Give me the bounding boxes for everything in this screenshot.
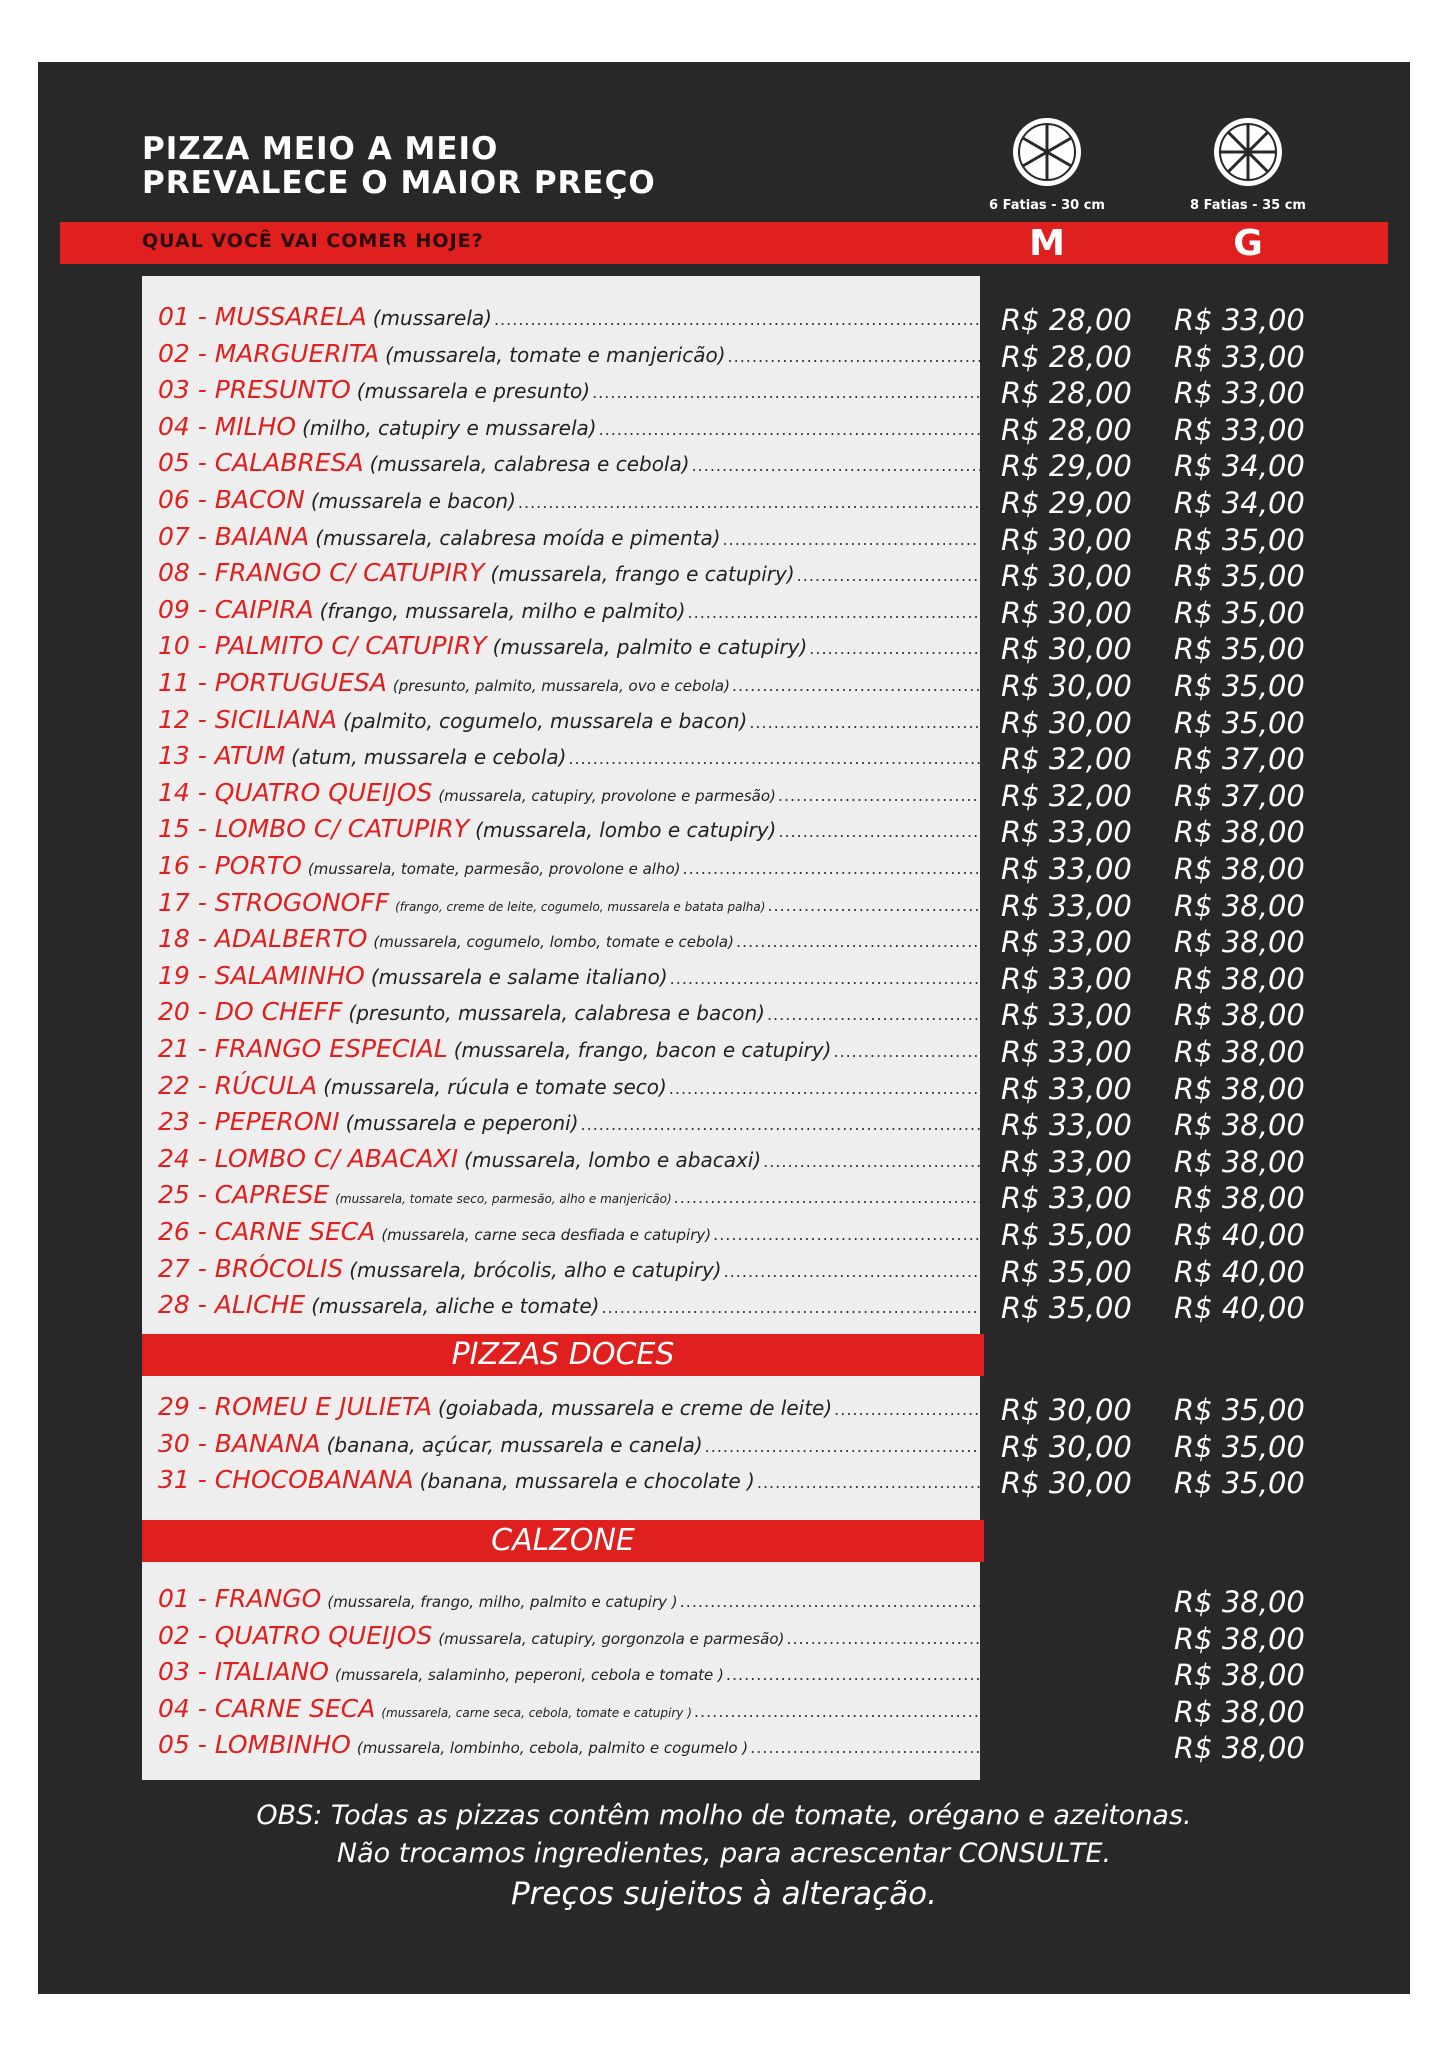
pizza-row: [142, 705, 980, 741]
pizza-price-m: R$ 30,00: [1001, 705, 1132, 740]
pizza-description: (frango, mussarela, milho e palmito): [319, 598, 686, 623]
dot-leader: [597, 420, 980, 439]
pizza-price-g: R$ 38,00: [1174, 1181, 1305, 1216]
pizza-price-g: R$ 38,00: [1174, 925, 1305, 960]
pizza-row: [142, 448, 980, 484]
dot-leader: [776, 786, 980, 805]
pizza-row: [142, 339, 980, 375]
pizza-price-g: R$ 33,00: [1174, 376, 1305, 411]
pizza-price-g: R$ 40,00: [1174, 1218, 1305, 1252]
pizza-price-m: R$ 33,00: [1001, 852, 1132, 886]
pizza-price-m: R$ 28,00: [1001, 339, 1132, 374]
pizza-row: [142, 485, 980, 521]
pizza-name: 02 - MARGUERITA: [158, 338, 380, 368]
pizza-description: (atum, mussarela e cebola): [291, 745, 567, 770]
pizza-description: (mussarela): [372, 306, 492, 330]
calzone-name: 05 - LOMBINHO: [158, 1730, 351, 1760]
dot-leader: [681, 859, 980, 878]
pizza-description: (mussarela, brócolis, alho e catupiry): [349, 1257, 722, 1282]
dot-leader: [566, 749, 980, 768]
pizza-price-m: R$ 33,00: [1001, 998, 1132, 1033]
dot-leader: [721, 530, 980, 549]
pizza-price-g: R$ 33,00: [1174, 339, 1305, 374]
pizza-name: 10 - PALMITO C/ CATUPIRY: [158, 631, 487, 661]
pizza-row: [142, 302, 980, 338]
calzone-price: R$ 38,00: [1174, 1731, 1305, 1766]
pizza-description: (mussarela, cogumelo, lombo, tomate e cebola): [373, 933, 734, 952]
pizza-name: 07 - BAIANA: [158, 521, 310, 551]
calzone-header: CALZONE: [142, 1520, 984, 1562]
dot-leader: [690, 456, 980, 475]
dot-leader: [678, 1592, 980, 1611]
pizza-name: 19 - SALAMINHO: [158, 960, 365, 990]
pizza-price-g: R$ 38,00: [1174, 815, 1305, 850]
pizza-row: [142, 522, 980, 558]
pizza-price-m: R$ 28,00: [1001, 412, 1132, 447]
pizza-name: 27 - BRÓCOLIS: [158, 1253, 344, 1283]
pizza-name: 14 - QUATRO QUEIJOS: [158, 777, 433, 807]
pizza-description: (mussarela, palmito e catupiry): [492, 635, 808, 660]
doce-description: (goiabada, mussarela e creme de leite): [437, 1396, 833, 1420]
dot-leader: [761, 1152, 980, 1171]
doce-price-m: R$ 30,00: [1001, 1429, 1132, 1464]
pizza-name: 23 - PEPERONI: [158, 1107, 340, 1137]
pizza-description: (mussarela, rúcula e tomate seco): [323, 1074, 667, 1099]
size-g-letter: G: [1233, 223, 1263, 264]
pizza-name: 06 - BACON: [158, 485, 305, 514]
calzone-description: (mussarela, catupiry, gorgonzola e parmesão): [438, 1629, 785, 1648]
pizza-name: 04 - MILHO: [158, 411, 297, 441]
pizza-row: [142, 997, 980, 1033]
pizza-price-g: R$ 37,00: [1174, 742, 1305, 777]
pizza-row: [142, 1180, 980, 1216]
pizza-row: [142, 375, 980, 411]
calzone-description: (mussarela, lombinho, cebola, palmito e cogumelo ): [356, 1739, 749, 1758]
pizza-price-m: R$ 33,00: [1001, 1035, 1132, 1069]
pizza-price-m: R$ 29,00: [1001, 449, 1132, 484]
pizza-price-m: R$ 30,00: [1001, 669, 1132, 703]
doce-row: [142, 1392, 980, 1428]
doce-name: 30 - BANANA: [158, 1428, 321, 1458]
pizza-price-m: R$ 28,00: [1001, 303, 1132, 337]
pizza-name: 11 - PORTUGUESA: [158, 668, 387, 697]
dot-leader: [686, 603, 980, 622]
footer-note-ingredients: OBS: Todas as pizzas contêm molho de tomate, orégano e azeitonas.: [256, 1800, 1192, 1831]
doce-name: 31 - CHOCOBANANA: [158, 1465, 414, 1495]
pizza-price-g: R$ 34,00: [1174, 486, 1305, 520]
pizza-description: (mussarela, lombo e catupiry): [475, 818, 777, 843]
calzone-name: 04 - CARNE SECA: [158, 1693, 376, 1723]
pizza-description: (mussarela, tomate seco, parmesão, alho e manjericão): [335, 1192, 672, 1207]
pizza-price-m: R$ 32,00: [1001, 742, 1132, 777]
pizza-price-g: R$ 38,00: [1174, 1144, 1305, 1179]
pizza-row: [142, 412, 980, 448]
pizza-row: [142, 668, 980, 704]
doce-description: (banana, açúcar, mussarela e canela): [326, 1432, 703, 1457]
size-g-caption: 8 Fatias - 35 cm: [1190, 198, 1306, 213]
pizza-description: (mussarela, aliche e tomate): [311, 1294, 600, 1319]
pizza-price-m: R$ 35,00: [1001, 1218, 1132, 1252]
dot-leader: [668, 969, 980, 988]
pizza-name: 24 - LOMBO C/ ABACAXI: [158, 1143, 459, 1173]
pizza-name: 15 - LOMBO C/ CATUPIRY: [158, 814, 470, 844]
pizza-row: [142, 1034, 980, 1070]
pizza-name: 16 - PORTO: [158, 851, 302, 880]
calzone-name: 01 - FRANGO: [158, 1584, 322, 1613]
doce-price-g: R$ 35,00: [1174, 1466, 1305, 1501]
dot-leader: [832, 1400, 980, 1419]
pizza-description: (palmito, cogumelo, mussarela e bacon): [343, 708, 748, 733]
doce-price-m: R$ 30,00: [1001, 1466, 1132, 1501]
pizza-description: (mussarela, frango e catupiry): [490, 562, 795, 587]
dot-leader: [599, 1298, 980, 1317]
pizza-price-g: R$ 35,00: [1174, 595, 1305, 630]
dot-leader: [724, 1665, 980, 1684]
pizza-description: (milho, catupiry e mussarela): [302, 415, 597, 440]
pizza-description: (mussarela, calabresa moída e pimenta): [315, 525, 721, 550]
calzone-price: R$ 38,00: [1174, 1658, 1305, 1693]
pizza-name: 13 - ATUM: [158, 741, 286, 771]
pizza-price-m: R$ 29,00: [1001, 486, 1132, 520]
pizza-name: 17 - STROGONOFF: [158, 887, 390, 917]
pizza-price-g: R$ 35,00: [1174, 632, 1305, 667]
pizza-price-m: R$ 28,00: [1001, 376, 1132, 411]
pizza-price-m: R$ 30,00: [1001, 522, 1132, 557]
pizza-price-g: R$ 35,00: [1174, 522, 1305, 557]
pizza-price-g: R$ 38,00: [1174, 1071, 1305, 1106]
pizzas-doces-header: PIZZAS DOCES: [142, 1334, 984, 1376]
pizza-price-g: R$ 34,00: [1174, 449, 1305, 484]
menu-header-title: [142, 132, 656, 200]
calzone-price: R$ 38,00: [1174, 1585, 1305, 1619]
doce-price-m: R$ 30,00: [1001, 1393, 1132, 1427]
calzone-description: (mussarela, carne seca, cebola, tomate e catupiry ): [381, 1705, 692, 1720]
dot-leader: [672, 1188, 980, 1207]
pizza-name: 26 - CARNE SECA: [158, 1217, 376, 1246]
pizza-name: 18 - ADALBERTO: [158, 924, 368, 954]
pizza-row: [142, 1290, 980, 1326]
calzone-row: [142, 1730, 980, 1766]
pizza-8-slices-icon: [1212, 116, 1284, 188]
pizza-price-m: R$ 33,00: [1001, 925, 1132, 960]
dot-leader: [703, 1437, 980, 1456]
pizza-price-g: R$ 33,00: [1174, 303, 1305, 337]
doce-row: [142, 1429, 980, 1465]
pizza-price-m: R$ 30,00: [1001, 595, 1132, 630]
pizza-description: (mussarela, tomate e manjericão): [385, 342, 726, 367]
pizza-row: [142, 851, 980, 887]
dot-leader: [726, 347, 980, 366]
calzone-name: 03 - ITALIANO: [158, 1657, 329, 1687]
dot-leader: [711, 1225, 980, 1244]
dot-leader: [667, 1079, 980, 1098]
dot-leader: [765, 1005, 980, 1024]
pizza-description: (frango, creme de leite, cogumelo, mussarela e batata palha): [395, 899, 766, 914]
pizza-price-g: R$ 38,00: [1174, 998, 1305, 1033]
calzone-description: (mussarela, frango, milho, palmito e catupiry ): [327, 1593, 678, 1611]
pizza-row: [142, 631, 980, 667]
pizza-description: (mussarela e salame italiano): [370, 964, 668, 989]
pizza-row: [142, 924, 980, 960]
pizza-description: (mussarela, catupiry, provolone e parmesão): [438, 786, 776, 805]
pizza-row: [142, 1071, 980, 1107]
calzone-row: [142, 1621, 980, 1657]
pizza-price-m: R$ 33,00: [1001, 1108, 1132, 1143]
pizza-price-g: R$ 38,00: [1174, 961, 1305, 996]
pizza-row: [142, 1217, 980, 1253]
pizzas-list-panel: [142, 276, 980, 1334]
doce-row: [142, 1465, 980, 1501]
pizza-price-g: R$ 40,00: [1174, 1291, 1305, 1326]
header-line-half-half: PIZZA MEIO A MEIO: [142, 131, 499, 167]
calzone-row: [142, 1694, 980, 1730]
pizza-price-m: R$ 35,00: [1001, 1254, 1132, 1289]
pizza-price-g: R$ 38,00: [1174, 888, 1305, 923]
calzone-description: (mussarela, salaminho, peperoni, cebola e tomate ): [334, 1666, 724, 1685]
pizza-row: [142, 595, 980, 631]
pizza-description: (mussarela, lombo e abacaxi): [464, 1147, 762, 1172]
dot-leader: [755, 1473, 980, 1492]
pizza-name: 21 - FRANGO ESPECIAL: [158, 1034, 448, 1063]
pizza-price-m: R$ 33,00: [1001, 888, 1132, 923]
dot-leader: [765, 896, 980, 915]
dot-leader: [492, 310, 980, 329]
calzone-row: [142, 1657, 980, 1693]
pizza-row: [142, 778, 980, 814]
dot-leader: [747, 713, 980, 732]
pizza-price-m: R$ 33,00: [1001, 961, 1132, 996]
calzone-list-panel: [142, 1562, 980, 1780]
size-m-caption: 6 Fatias - 30 cm: [989, 198, 1105, 213]
pizza-row: [142, 888, 980, 924]
pizza-description: (mussarela e peperoni): [345, 1111, 579, 1136]
dot-leader: [590, 383, 980, 402]
pizza-price-m: R$ 30,00: [1001, 559, 1132, 594]
dot-leader: [807, 639, 980, 658]
doce-price-g: R$ 35,00: [1174, 1393, 1305, 1427]
pizza-description: (mussarela, frango, bacon e catupiry): [453, 1038, 832, 1062]
pizza-name: 09 - CAIPIRA: [158, 594, 314, 624]
footer-note-consult: Não trocamos ingredientes, para acrescentar CONSULTE.: [336, 1838, 1112, 1869]
pizza-description: (mussarela, calabresa e cebola): [369, 452, 690, 477]
header-line-highest-price: PREVALECE O MAIOR PREÇO: [142, 165, 656, 201]
dot-leader: [692, 1702, 980, 1721]
dot-leader: [795, 566, 980, 585]
pizza-description: (mussarela e presunto): [356, 379, 591, 404]
pizza-row: [142, 1254, 980, 1290]
pizza-name: 12 - SICILIANA: [158, 704, 338, 734]
pizza-name: 22 - RÚCULA: [158, 1070, 318, 1100]
calzone-price: R$ 38,00: [1174, 1694, 1305, 1729]
pizza-name: 08 - FRANGO C/ CATUPIRY: [158, 558, 485, 588]
pizza-price-g: R$ 33,00: [1174, 412, 1305, 447]
calzone-name: 02 - QUATRO QUEIJOS: [158, 1620, 433, 1650]
doce-price-g: R$ 35,00: [1174, 1429, 1305, 1464]
pizza-price-m: R$ 32,00: [1001, 778, 1132, 813]
pizza-price-g: R$ 35,00: [1174, 669, 1305, 703]
pizza-row: [142, 1144, 980, 1180]
pizza-row: [142, 961, 980, 997]
pizza-price-g: R$ 40,00: [1174, 1254, 1305, 1289]
pizza-row: [142, 1107, 980, 1143]
dot-leader: [579, 1115, 980, 1134]
pizza-description: (mussarela, tomate, parmesão, provolone e alho): [307, 860, 681, 878]
pizza-name: 28 - ALICHE: [158, 1290, 306, 1320]
pizza-name: 05 - CALABRESA: [158, 448, 364, 478]
pizza-6-slices-icon: [1011, 116, 1083, 188]
dot-leader: [734, 932, 980, 951]
size-m-letter: M: [1029, 223, 1065, 264]
footer-note-prices: Preços sujeitos à alteração.: [510, 1876, 938, 1912]
pizza-price-m: R$ 30,00: [1001, 632, 1132, 667]
dot-leader: [776, 822, 980, 841]
pizza-price-m: R$ 33,00: [1001, 1181, 1132, 1216]
calzone-price: R$ 38,00: [1174, 1621, 1305, 1656]
pizza-price-g: R$ 38,00: [1174, 1108, 1305, 1143]
pizza-name: 20 - DO CHEFF: [158, 997, 343, 1027]
dot-leader: [722, 1262, 980, 1281]
pizza-price-g: R$ 38,00: [1174, 1035, 1305, 1069]
pizza-price-g: R$ 37,00: [1174, 778, 1305, 813]
pizza-row: [142, 814, 980, 850]
pizza-description: (mussarela e bacon): [310, 489, 516, 513]
dot-leader: [831, 1042, 980, 1061]
pizza-description: (presunto, mussarela, calabresa e bacon): [348, 1001, 765, 1026]
pizza-price-m: R$ 35,00: [1001, 1291, 1132, 1326]
dot-leader: [784, 1629, 980, 1648]
pizza-price-m: R$ 33,00: [1001, 1071, 1132, 1106]
pizza-row: [142, 741, 980, 777]
dot-leader: [748, 1738, 980, 1757]
header-question: QUAL VOCÊ VAI COMER HOJE?: [142, 230, 484, 252]
doces-list-panel: [142, 1376, 980, 1520]
pizza-description: (mussarela, carne seca desfiada e catupiry): [381, 1226, 712, 1244]
pizza-description: (presunto, palmito, mussarela, ovo e cebola): [392, 677, 730, 695]
doce-name: 29 - ROMEU E JULIETA: [158, 1392, 432, 1421]
dot-leader: [730, 676, 980, 695]
doce-description: (banana, mussarela e chocolate ): [419, 1469, 755, 1494]
pizza-price-g: R$ 38,00: [1174, 852, 1305, 886]
pizza-price-g: R$ 35,00: [1174, 559, 1305, 594]
pizza-price-m: R$ 33,00: [1001, 1144, 1132, 1179]
pizza-price-g: R$ 35,00: [1174, 705, 1305, 740]
dot-leader: [516, 493, 980, 512]
calzone-row: [142, 1584, 980, 1620]
pizza-name: 03 - PRESUNTO: [158, 375, 351, 405]
pizza-price-m: R$ 33,00: [1001, 815, 1132, 850]
pizza-name: 01 - MUSSARELA: [158, 302, 367, 331]
pizza-name: 25 - CAPRESE: [158, 1180, 330, 1210]
pizza-row: [142, 558, 980, 594]
